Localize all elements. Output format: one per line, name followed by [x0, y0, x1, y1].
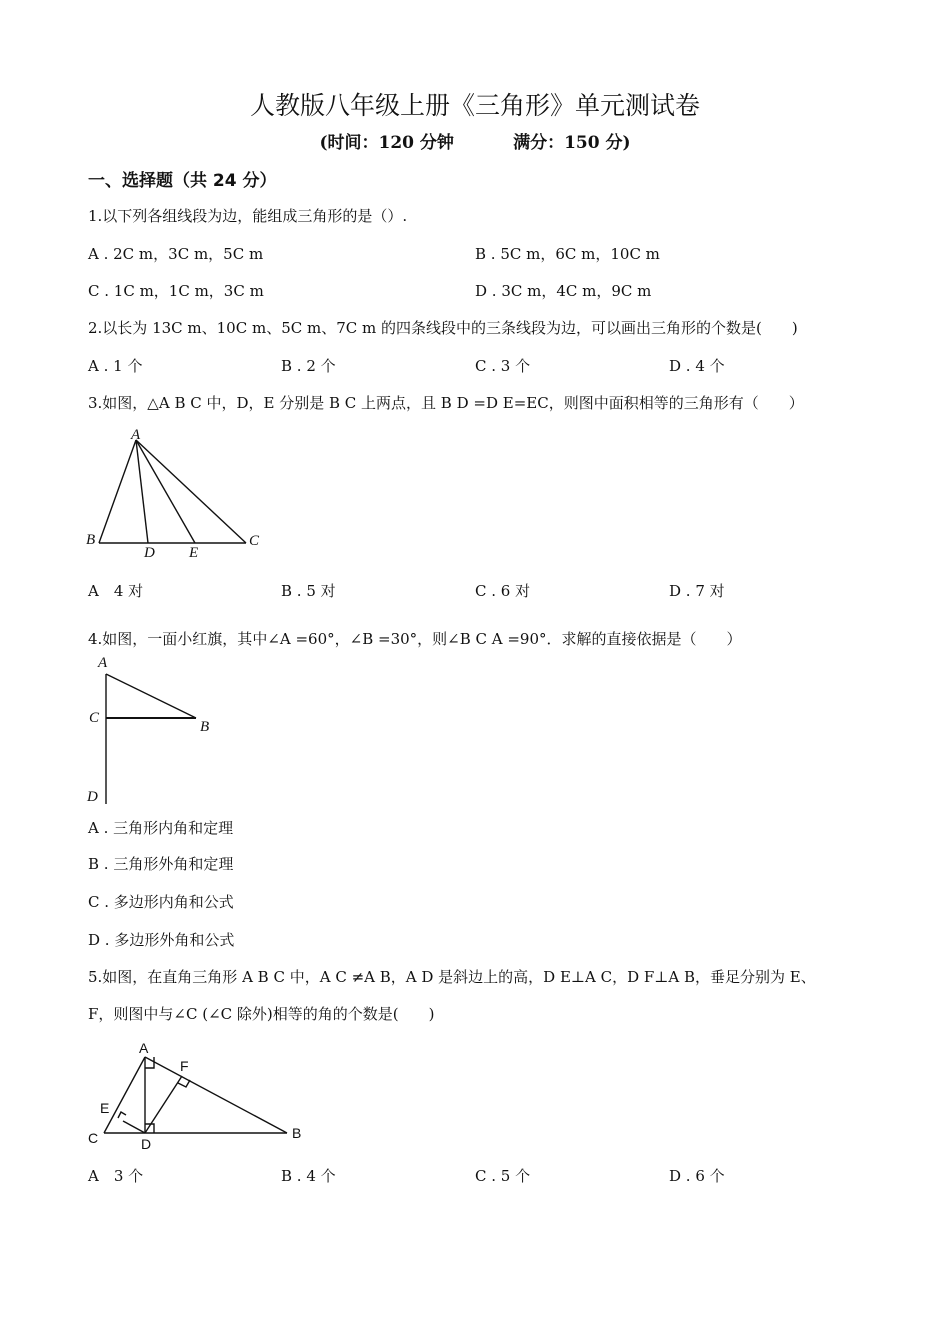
question-5-stem-line-1: 5.如图，在直角三角形 A B C 中，A C ≠A B，A D 是斜边上的高，D E⊥A C，D F⊥A B，垂足分别为 E、: [88, 968, 816, 986]
q3-line-ab: [99, 440, 136, 543]
question-5-option-d: D . 6 个: [669, 1167, 725, 1185]
question-1-stem: 1.以下列各组线段为边，能组成三角形的是（）.: [88, 207, 408, 225]
q3-label-b: B: [86, 532, 96, 548]
question-2-option-b: B . 2 个: [281, 357, 336, 375]
q3-label-d: D: [144, 545, 155, 561]
q5-label-b: B: [292, 1125, 302, 1141]
question-4-option-c: C . 多边形内角和公式: [88, 893, 234, 911]
q5-label-a: A: [139, 1040, 149, 1056]
q4-label-b: B: [200, 719, 210, 735]
q3-label-e: E: [189, 545, 199, 561]
question-5-option-b: B . 4 个: [281, 1167, 336, 1185]
section-title: 一、选择题（共 24 分）: [88, 171, 277, 191]
question-3-stem: 3.如图，△A B C 中，D，E 分别是 B C 上两点，且 B D =D E=EC，则图中面积相等的三角形有（ ）: [88, 394, 804, 412]
exam-time: (时间：120 分钟: [319, 133, 454, 153]
question-4-stem: 4.如图，一面小红旗，其中∠A =60°，∠B =30°，则∠B C A =90°．求解的直接依据是（ ）: [88, 630, 742, 648]
q5-line-ab: [145, 1057, 287, 1133]
question-2-option-d: D . 4 个: [669, 357, 725, 375]
question-1-option-b: B . 5C m，6C m，10C m: [475, 245, 660, 263]
question-4-option-d: D . 多边形外角和公式: [88, 931, 235, 949]
q5-label-e: E: [100, 1100, 110, 1116]
question-2-stem: 2.以长为 13C m、10C m、5C m、7C m 的四条线段中的三条线段为边，可以画出三角形的个数是( ): [88, 319, 798, 337]
q5-label-f: F: [180, 1058, 189, 1074]
q5-line-de: [123, 1121, 145, 1133]
question-1-option-d: D . 3C m，4C m，9C m: [475, 282, 652, 300]
q5-label-c: C: [88, 1130, 99, 1146]
q4-label-a: A: [98, 655, 108, 671]
question-3-option-a: A 4 对: [88, 582, 144, 600]
question-5-stem-line-2: F，则图中与∠C (∠C 除外)相等的角的个数是( ): [88, 1005, 435, 1023]
question-1-option-a: A . 2C m，3C m，5C m: [88, 245, 264, 263]
question-3-option-c: C . 6 对: [475, 582, 531, 600]
q3-line-ae: [136, 440, 195, 543]
q5-right-angle-f: [178, 1080, 190, 1087]
q5-right-angle-e: [118, 1112, 126, 1118]
question-3-option-d: D . 7 对: [669, 582, 725, 600]
question-1-option-c: C . 1C m，1C m，3C m: [88, 282, 264, 300]
exam-score: 满分：150 分): [513, 133, 631, 153]
page-title: 人教版八年级上册《三角形》单元测试卷: [249, 91, 700, 120]
question-4-option-b: B . 三角形外角和定理: [88, 855, 234, 873]
question-2-option-a: A . 1 个: [88, 357, 143, 375]
question-2-option-c: C . 3 个: [475, 357, 531, 375]
q3-line-ac: [136, 440, 246, 543]
q5-label-d: D: [141, 1136, 152, 1152]
question-5-option-c: C . 5 个: [475, 1167, 531, 1185]
q3-label-c: C: [249, 533, 260, 549]
q4-label-c: C: [89, 710, 100, 726]
question-5-option-a: A 3 个: [88, 1167, 144, 1185]
q3-label-a: A: [131, 427, 141, 443]
q4-line-ab: [106, 674, 196, 718]
q4-label-d: D: [87, 789, 98, 805]
q3-line-ad: [136, 440, 148, 543]
question-3-option-b: B . 5 对: [281, 582, 336, 600]
question-4-option-a: A . 三角形内角和定理: [88, 819, 234, 837]
